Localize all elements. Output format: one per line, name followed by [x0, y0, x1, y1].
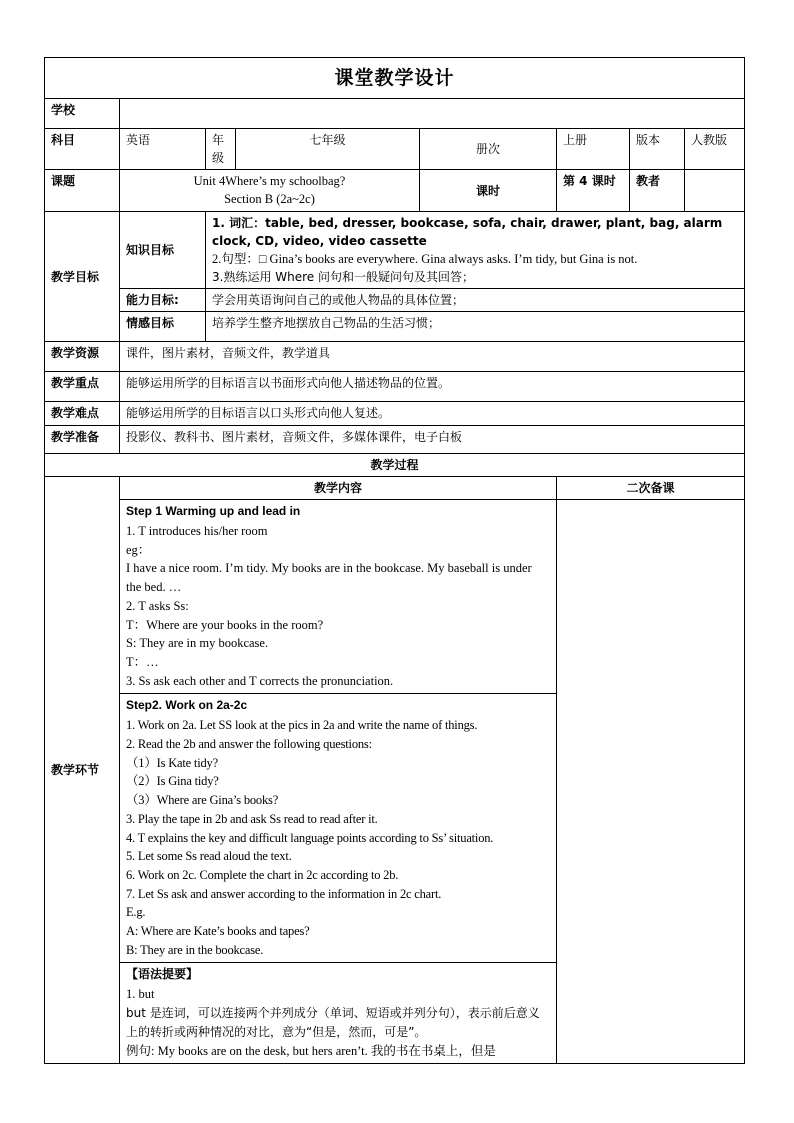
school-value	[120, 99, 745, 129]
ability-label: 能力目标:	[120, 289, 206, 312]
step-1-line: T：…	[126, 654, 159, 669]
step-1-line: eg：	[126, 542, 151, 557]
step-1-line: 3. Ss ask each other and T corrects the pronunciation.	[126, 673, 394, 688]
topic-value	[120, 170, 420, 212]
content-header: 教学内容	[120, 477, 557, 500]
ability-value: 学会用英语询问自己的或他人物品的具体位置；	[206, 289, 745, 312]
grammar-line: but 是连词，可以连接两个并列成分（单词、短语或并列分句），表示前后意义上的转折或两种情况的对比，意为“但是，然而，可是”。	[126, 1006, 540, 1039]
step-2-line: （3）Where are Gina’s books?	[126, 793, 279, 808]
resources-label: 教学资源	[45, 342, 120, 372]
preparation-label: 教学准备	[45, 426, 120, 454]
step-2-line: 7. Let Ss ask and answer according to the information in 2c chart.	[126, 886, 442, 901]
step-1-block	[120, 500, 556, 694]
school-label: 学校	[45, 99, 120, 129]
subject-value: 英语	[120, 129, 206, 170]
step-2-line: 5. Let some Ss read aloud the text.	[126, 849, 292, 864]
resources-value: 课件，图片素材，音频文件，教学道具	[120, 342, 745, 372]
knowledge-line-1: 1. 词汇：table, bed, dresser, bookcase, sofa, chair, drawer, plant, bag, alarm clock, CD, video, video cassette	[212, 216, 723, 248]
step-1-line: T：Where are your books in the room?	[126, 617, 324, 632]
knowledge-content	[206, 212, 745, 289]
step-1-line: 1. T introduces his/her room	[126, 524, 268, 538]
topic-line-1: Unit 4Where’s my schoolbag?	[193, 174, 346, 188]
volume-value: 上册	[557, 129, 630, 170]
topic-label: 课题	[45, 170, 120, 212]
lesson-plan-page	[44, 57, 744, 1064]
grade-label: 年级	[206, 129, 236, 170]
grammar-line: 1. but	[126, 987, 155, 1002]
step-1-line: S: They are in my bookcase.	[126, 636, 269, 651]
key-points-label: 教学重点	[45, 372, 120, 402]
notes-header: 二次备课	[557, 477, 745, 500]
knowledge-line-2: 2.句型：□ Gina’s books are everywhere. Gina always asks. I’m tidy, but Gina is not.	[212, 252, 638, 266]
grade-value: 七年级	[236, 129, 420, 170]
page-title: 课堂教学设计	[45, 58, 745, 99]
step-2-line: 1. Work on 2a. Let SS look at the pics in 2a and write the name of things.	[126, 718, 478, 733]
grammar-heading: 【语法提要】	[126, 967, 199, 982]
objectives-label: 教学目标	[45, 212, 120, 342]
notes-cell	[557, 500, 745, 1064]
grammar-line: 例句: My books are on the desk, but hers aren’t. 我的书在书桌上，但是	[126, 1043, 496, 1058]
step-2-line: 4. T explains the key and difficult language points according to Ss’ situation.	[126, 830, 494, 845]
teacher-label: 教者	[630, 170, 685, 212]
knowledge-label: 知识目标	[120, 212, 206, 289]
key-points-value: 能够运用所学的目标语言以书面形式向他人描述物品的位置。	[120, 372, 745, 402]
process-title: 教学过程	[45, 454, 745, 477]
step-2-block	[120, 694, 556, 963]
step-1-heading: Step 1 Warming up and lead in	[126, 504, 301, 518]
step-2-line: 6. Work on 2c. Complete the chart in 2c according to 2b.	[126, 867, 399, 882]
period-label: 课时	[420, 170, 557, 212]
difficulties-value: 能够运用所学的目标语言以口头形式向他人复述。	[120, 402, 745, 426]
step-1-line: 2. T asks Ss:	[126, 598, 189, 613]
teacher-value	[685, 170, 745, 212]
preparation-value: 投影仪、教科书、图片素材，音频文件，多媒体课件，电子白板	[120, 426, 745, 454]
emotion-label: 情感目标	[120, 312, 206, 342]
step-2-line: 2. Read the 2b and answer the following questions:	[126, 737, 372, 752]
emotion-value: 培养学生整齐地摆放自己物品的生活习惯；	[206, 312, 745, 342]
step-2-line: B: They are in the bookcase.	[126, 942, 264, 957]
lesson-plan-table	[44, 57, 745, 1064]
edition-value: 人教版	[685, 129, 745, 170]
step-1-line: I have a nice room. I’m tidy. My books are in the bookcase. My baseball is under the bed. …	[126, 561, 532, 595]
step-2-line: （1）Is Kate tidy?	[126, 755, 218, 770]
process-label: 教学环节	[45, 477, 120, 1064]
topic-line-2: Section B (2a~2c)	[224, 192, 315, 206]
step-2-line: 3. Play the tape in 2b and ask Ss read to read after it.	[126, 811, 378, 826]
edition-label: 版本	[630, 129, 685, 170]
knowledge-line-3: 3.熟练运用 Where 问句和一般疑问句及其回答；	[212, 270, 474, 284]
step-2-line: A: Where are Kate’s books and tapes?	[126, 924, 310, 939]
step-2-line: （2）Is Gina tidy?	[126, 774, 219, 789]
volume-label: 册次	[420, 129, 557, 170]
step-2-heading: Step2. Work on 2a-2c	[126, 698, 248, 713]
grammar-block	[120, 963, 556, 1063]
step-2-line: E.g.	[126, 905, 146, 920]
period-value: 第 4 课时	[557, 170, 630, 212]
process-content	[120, 500, 557, 1064]
difficulties-label: 教学难点	[45, 402, 120, 426]
subject-label: 科目	[45, 129, 120, 170]
